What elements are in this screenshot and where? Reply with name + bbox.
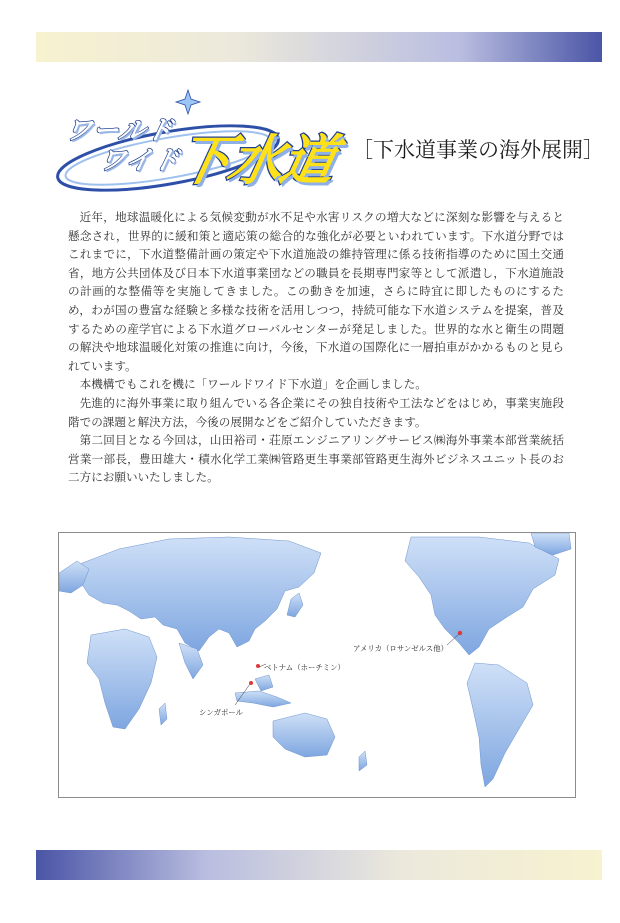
paragraph: 本機構でもこれを機に「ワールドワイド下水道」を企画しました。 bbox=[79, 377, 427, 392]
japan-landmass bbox=[287, 593, 303, 617]
north-america-landmass bbox=[405, 537, 559, 655]
label-singapore: シンガポール bbox=[199, 708, 244, 717]
location-markers bbox=[249, 631, 462, 685]
bottom-decorative-band bbox=[36, 850, 602, 880]
logo-text-sewerage: 下水道 bbox=[170, 129, 340, 192]
paragraph: 先進的に海外事業に取り組んでいる各企業にその独自技術や工法などをはじめ，事業実施段階での課題と解決方法，今後の展開などをご紹介していただきます。 bbox=[68, 395, 564, 429]
madagascar-landmass bbox=[159, 703, 167, 725]
article-body bbox=[68, 208, 564, 487]
paragraph: 第二回目となる今回は，山田裕司・荘原エンジニアリングサービス㈱海外事業本部営業統括営業一部長，豊田雄大・積水化学工業㈱管路更生事業部管路更生海外ビジネスユニット長のお二方にお願いいたしました。 bbox=[68, 433, 564, 485]
vietnam-marker bbox=[256, 664, 260, 668]
world-wide-sewerage-logo bbox=[48, 88, 338, 198]
section-title: ［下水道事業の海外展開］ bbox=[352, 138, 604, 162]
top-decorative-band bbox=[36, 32, 602, 62]
africa-landmass bbox=[87, 629, 157, 729]
new-zealand-landmass bbox=[359, 751, 367, 771]
logo-text-wide: ワイド bbox=[96, 146, 183, 176]
label-usa: アメリカ（ロサンゼルス他） bbox=[353, 644, 448, 653]
sparkle-icon bbox=[176, 90, 200, 114]
australia-landmass bbox=[273, 713, 335, 757]
borneo-landmass bbox=[255, 675, 273, 691]
world-map bbox=[58, 532, 576, 798]
paragraph: 近年，地球温暖化による気候変動が水不足や水害リスクの増大などに深刻な影響を与えると懸念され，世界的に緩和策と適応策の総合的な強化が必要といわれています。下水道分野ではこれまでに，下水道整備計画の策定や下水道施設の維持管理に係る技術指導のために国土交通省，地方公共団体及び日本下水道事業団などの職員を長期専門家等として派遣し，下水道施設の計画的な整備等を実施してきました。この動きを加速，さらに時宜に即したものにするため，わが国の豊富な経験と多様な技術を活用しつつ，持続可能な下水道システムを提案，普及するための産学官による下水道グローバルセンターが発足しました。世界的な水と衛生の問題の解決や地球温暖化対策の推進に向け，今後，下水道の国際化に一層拍車がかかるものと見られています。 bbox=[68, 210, 564, 373]
logo-text-world: ワールド bbox=[62, 116, 177, 146]
south-america-landmass bbox=[467, 663, 533, 787]
label-vietnam: ベトナム（ホーチミン） bbox=[264, 663, 345, 672]
